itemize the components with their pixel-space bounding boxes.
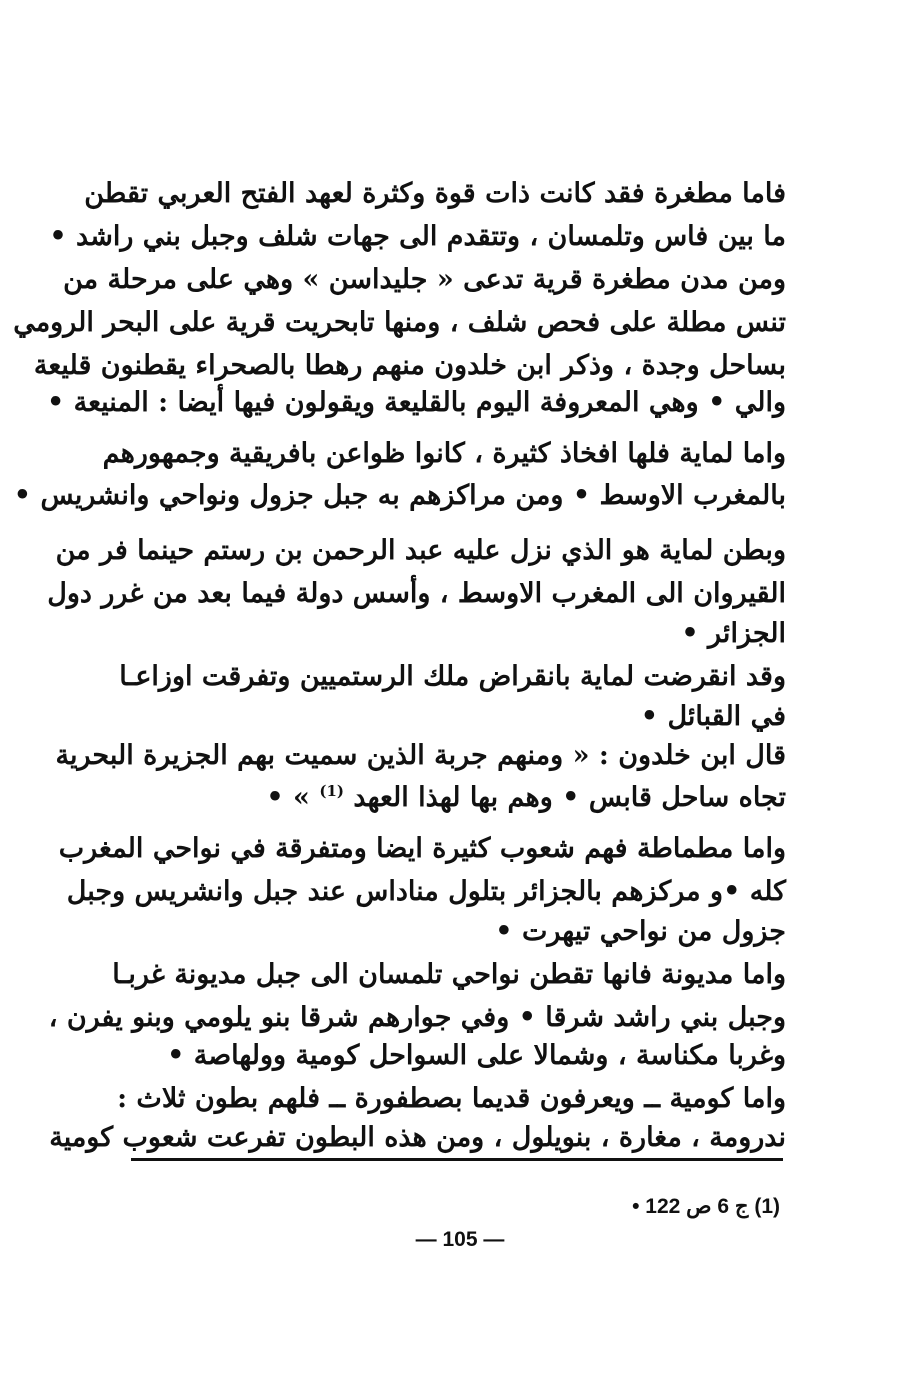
text-line: بالمغرب الاوسط • ومن مراكزهم به جبل جزول ونواحي وانشريس • [13, 480, 786, 511]
text-line [130, 774, 786, 822]
text-line: ندرومة ، مغارة ، بنويلول ، ومن هذه البطون تفرعت شعوب كومية [49, 1122, 786, 1153]
text-line: ما بين فاس وتلمسان ، وتتقدم الى جهات شلف وجبل بني راشد • [49, 221, 786, 252]
footnote-divider [131, 1158, 783, 1161]
footnote-reference: (1) [319, 782, 344, 800]
text-line: واما لماية فلها افخاذ كثيرة ، كانوا ظواعن بافريقية وجمهورهم [102, 438, 786, 469]
text-line: ومن مدن مطغرة قرية تدعى « جليداسن » وهي على مرحلة من [63, 264, 786, 295]
text-line-content: تجاه ساحل قابس • وهم بها لهذا العهد [353, 782, 786, 813]
text-line: فاما مطغرة فقد كانت ذات قوة وكثرة لعهد الفتح العربي تقطن [84, 178, 786, 209]
text-line: كله •و مركزهم بالجزائر بتلول مناداس عند جبل وانشريس وجبل [66, 876, 786, 907]
quote-close: » • [266, 782, 310, 813]
text-line: الجزائر • [681, 618, 786, 649]
text-line: واما مطماطة فهم شعوب كثيرة ايضا ومتفرقة في نواحي المغرب [58, 833, 786, 864]
text-line: تنس مطلة على فحص شلف ، ومنها تابحريت قرية على البحر الرومي [13, 307, 786, 338]
text-line: وغربا مكناسة ، وشمالا على السواحل كومية وولهاصة • [167, 1040, 786, 1071]
footnote: (1) ج 6 ص 122 • [632, 1195, 780, 1218]
text-line: واما كومية ــ ويعرفون قديما بصطفورة ــ فلهم بطون ثلاث : [117, 1083, 786, 1114]
page-number: — 105 — [415, 1228, 505, 1251]
text-line: والي • وهي المعروفة اليوم بالقليعة ويقولون فيها أيضا : المنيعة • [46, 387, 786, 418]
text-line: القيروان الى المغرب الاوسط ، وأسس دولة فيما بعد من غرر دول [47, 578, 786, 609]
text-line: وجبل بني راشد شرقا • وفي جوارهم شرقا بنو يلومي وبنو يفرن ، [48, 1002, 786, 1033]
text-line: قال ابن خلدون : « ومنهم جربة الذين سميت بهم الجزيرة البحرية [55, 740, 786, 771]
text-line: وبطن لماية هو الذي نزل عليه عبد الرحمن بن رستم حينما فر من [55, 535, 786, 566]
text-line: في القبائل • [640, 701, 786, 732]
text-line: وقد انقرضت لماية بانقراض ملك الرستميين وتفرقت اوزاعـا [119, 661, 786, 692]
text-line: بساحل وجدة ، وذكر ابن خلدون منهم رهطا بالصحراء يقطنون قليعة [33, 350, 786, 381]
text-line: واما مديونة فانها تقطن نواحي تلمسان الى جبل مديونة غربـا [112, 959, 786, 990]
text-line: جزول من نواحي تيهرت • [495, 916, 786, 947]
